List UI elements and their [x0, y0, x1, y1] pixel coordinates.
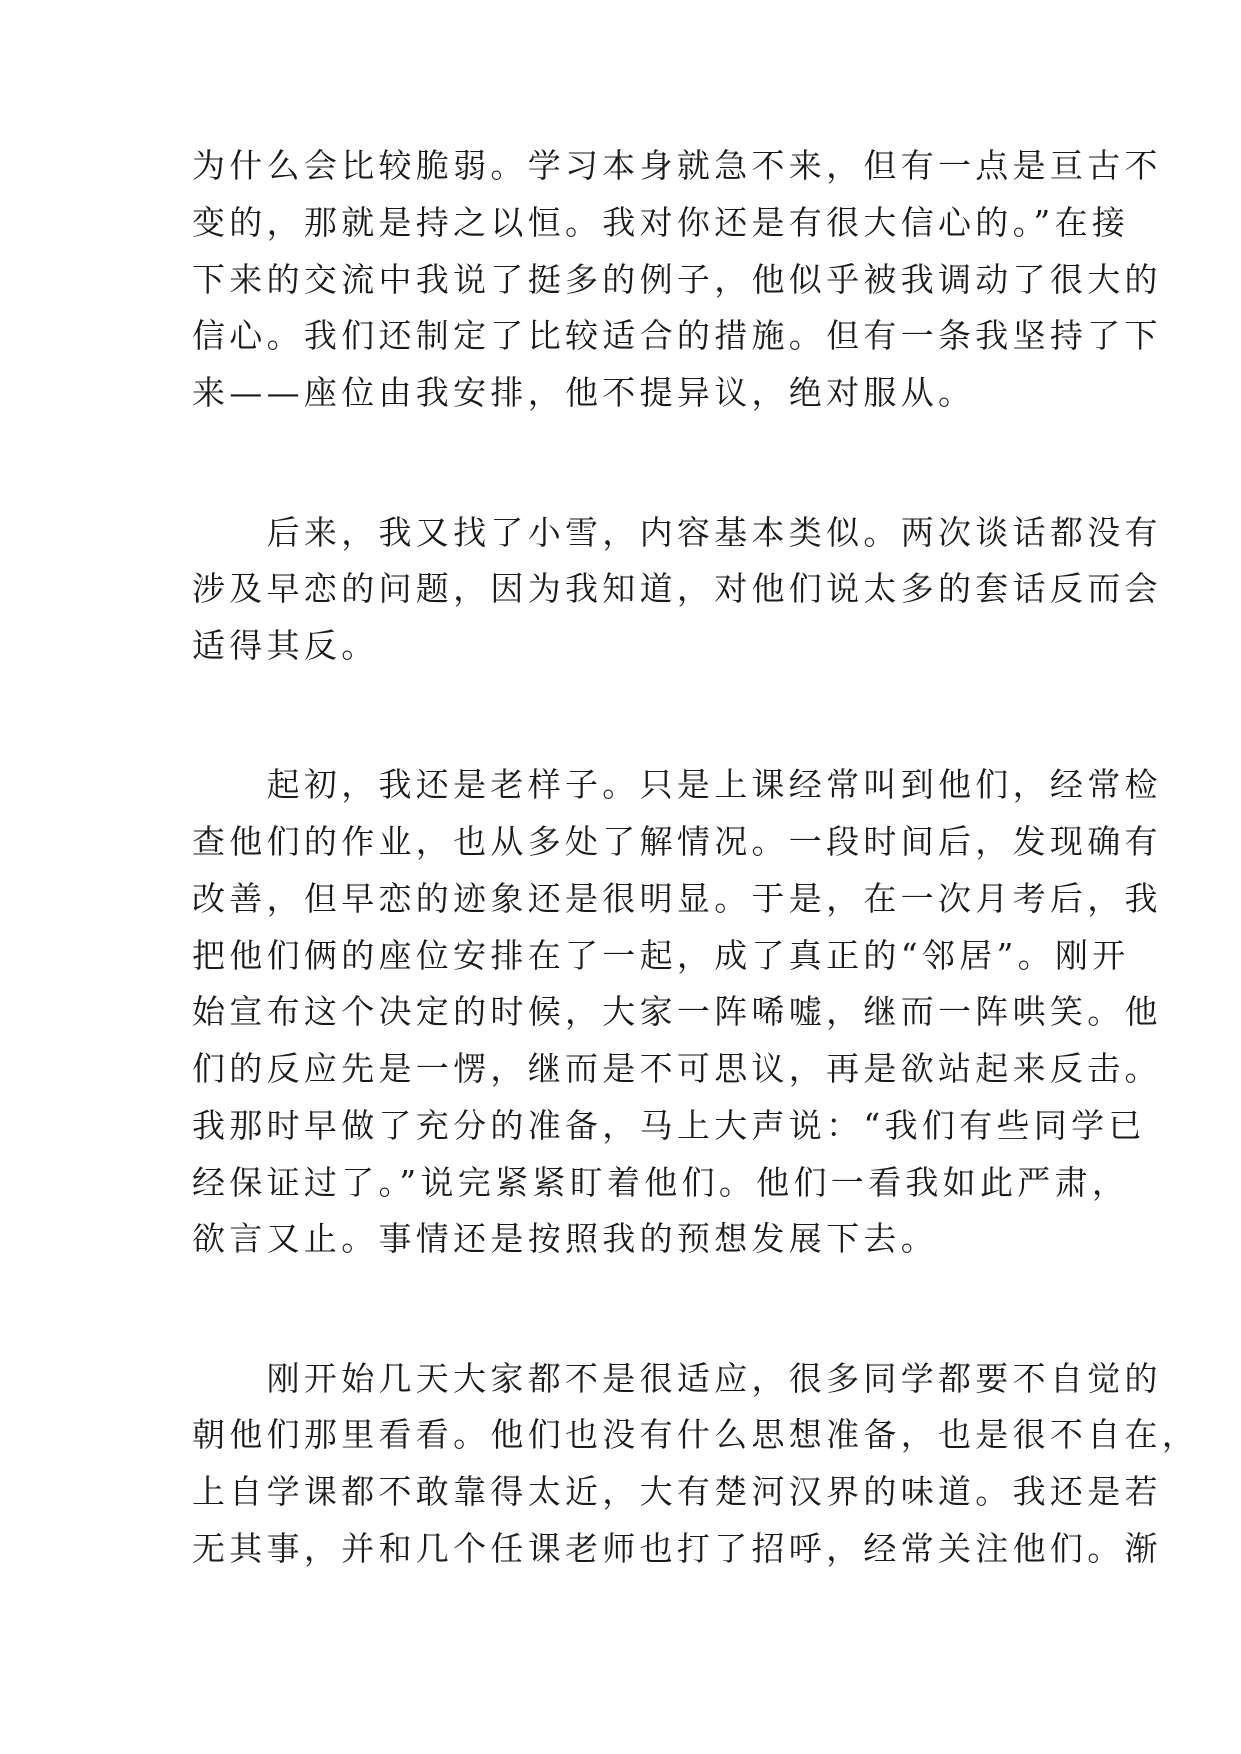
paragraph-2-line-2: 涉及早恋的问题，因为我知道，对他们说太多的套话反而会 [192, 569, 1162, 608]
paragraph-1-line-4: 信心。我们还制定了比较适合的措施。但有一条我坚持了下 [192, 316, 1162, 355]
paragraph-4-line-4: 无其事，并和几个任课老师也打了招呼，经常关注他们。渐 [192, 1529, 1162, 1568]
paragraph-1-line-3: 下来的交流中我说了挺多的例子，他似乎被我调动了很大的 [192, 260, 1162, 299]
paragraph-3-line-2: 查他们的作业，也从多处了解情况。一段时间后，发现确有 [192, 822, 1162, 861]
paragraph-2-line-1: 后来，我又找了小雪，内容基本类似。两次谈话都没有 [192, 513, 1162, 552]
paragraph-3-line-6: 们的反应先是一愣，继而是不可思议，再是欲站起来反击。 [192, 1049, 1162, 1088]
paragraph-1-line-5: 来——座位由我安排，他不提异议，绝对服从。 [192, 373, 976, 412]
paragraph-3-line-3: 改善，但早恋的迹象还是很明显。于是，在一次月考后，我 [192, 879, 1162, 918]
paragraph-3-line-5: 始宣布这个决定的时候，大家一阵唏嘘，继而一阵哄笑。他 [192, 992, 1162, 1031]
paragraph-1-line-2: 变的，那就是持之以恒。我对你还是有很大信心的。”在接 [192, 203, 1130, 242]
paragraph-4-line-2: 朝他们那里看看。他们也没有什么思想准备，也是很不自在， [192, 1415, 1200, 1454]
paragraph-4-line-3: 上自学课都不敢靠得太近，大有楚河汉界的味道。我还是若 [192, 1472, 1162, 1511]
paragraph-3-line-1: 起初，我还是老样子。只是上课经常叫到他们，经常检 [192, 765, 1162, 804]
paragraph-1-line-1: 为什么会比较脆弱。学习本身就急不来，但有一点是亘古不 [192, 146, 1162, 185]
paragraph-3-line-4: 把他们俩的座位安排在了一起，成了真正的“邻居”。刚开 [192, 936, 1130, 975]
paragraph-4-line-1: 刚开始几天大家都不是很适应，很多同学都要不自觉的 [192, 1359, 1162, 1398]
paragraph-3-line-8: 经保证过了。”说完紧紧盯着他们。他们一看我如此严肃， [192, 1163, 1130, 1202]
paragraph-2-line-3: 适得其反。 [192, 626, 379, 665]
paragraph-3-line-7: 我那时早做了充分的准备，马上大声说：“我们有些同学已 [192, 1106, 1146, 1145]
paragraph-3-line-9: 欲言又止。事情还是按照我的预想发展下去。 [192, 1219, 938, 1258]
